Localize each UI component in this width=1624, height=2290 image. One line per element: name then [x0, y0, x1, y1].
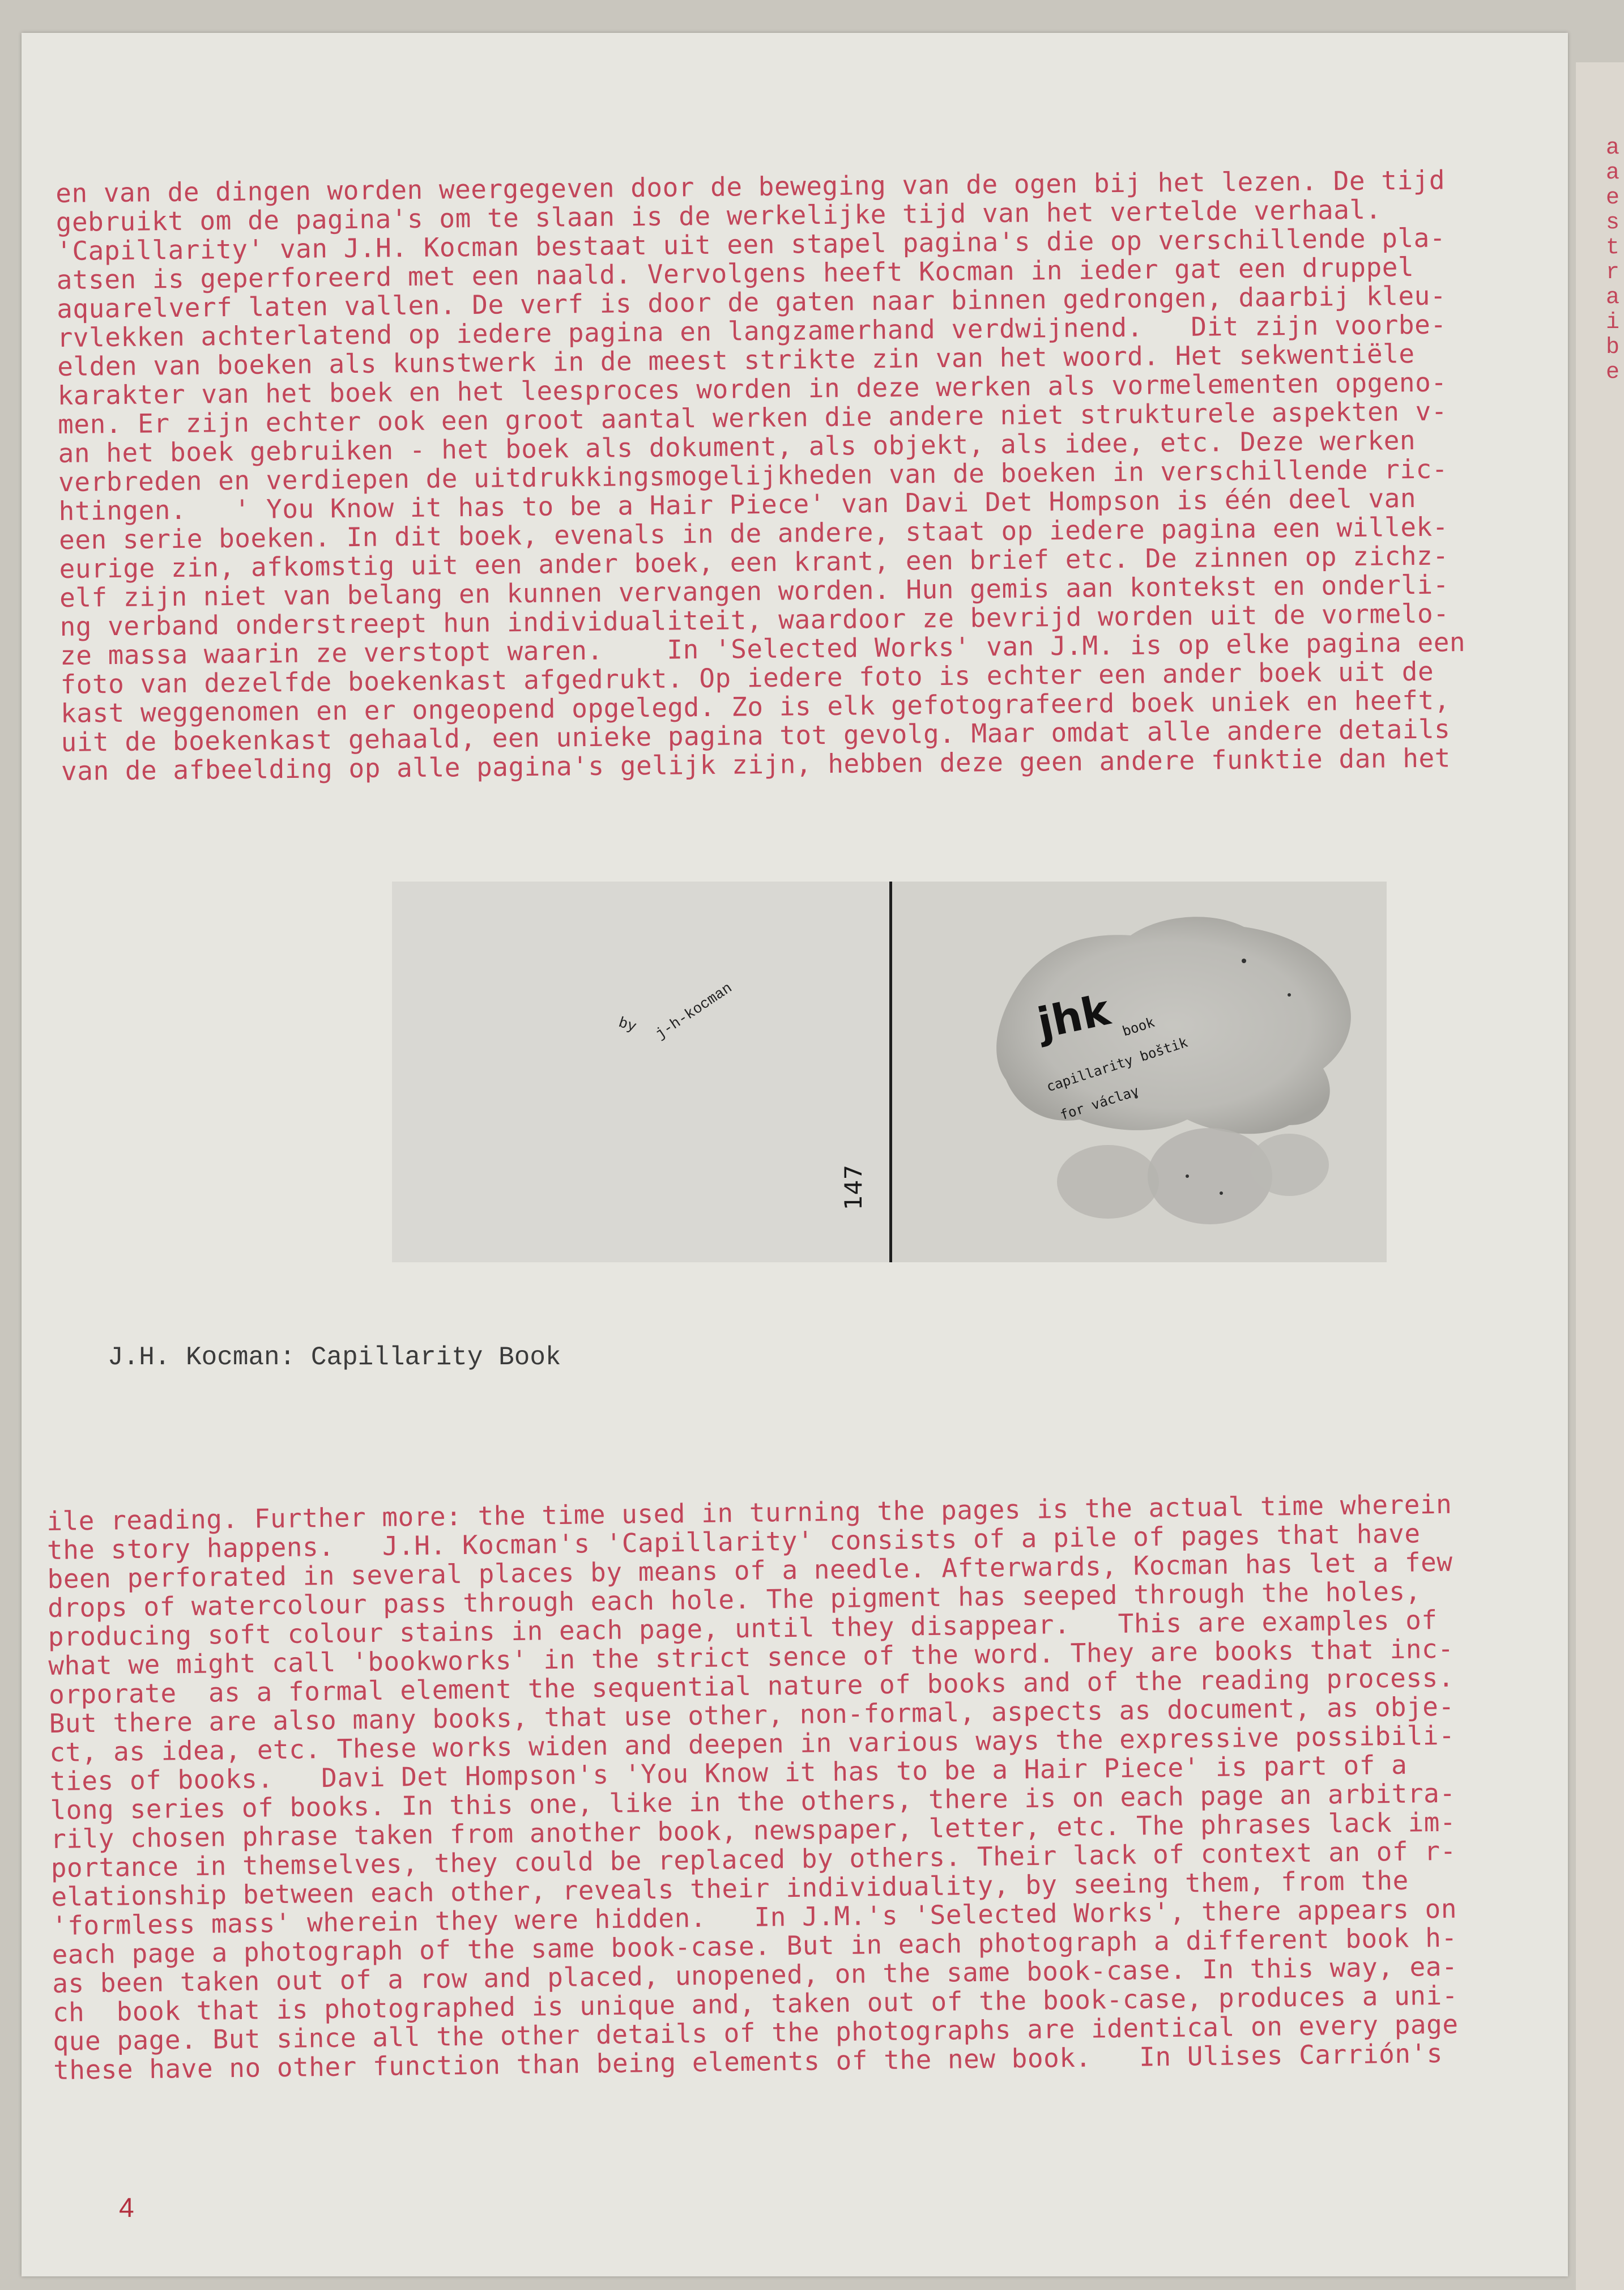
watercolour-stain — [893, 882, 1387, 1262]
figure-right-line-2: capillarity boštik — [1045, 1034, 1190, 1095]
dutch-paragraph: en van de dingen worden weergegeven door de beweging van de ogen bij het lezen. De tijd gebruikt om de pagina's om te slaan is de werkelijke tijd van het vertelde verhaal. 'Capillarity' van J.H. Kocman bestaat uit een stapel pagina's die op verschillende pla- atsen is geperforeerd met een naald. Vervolgens heeft Kocman in ieder gat een druppel aquarelverf laten vallen. De verf is door de gaten naar binnen gedrongen, daarbij kleu- rvlekken achterlatend op iedere pagina en langzamerhand verdwijnend. Dit zijn voorbe- elden van boeken als kunstwerk in de meest strikte zin van het woord. Het sekwentiële karakter van het boek en het leesproces worden in deze werken als vormelementen opgeno- men. Er zijn echter ook een groot aantal werken die andere niet strukturele aspekten v- an het boek gebruiken - het boek als dokument, als objekt, als idee, etc. Deze werken verbreden en verdiepen de uitdrukkingsmogelijkheden van de boeken in verschillende ric- htingen. ' You Know it has to be a Hair Piece' van Davi Det Hompson is één deel van een serie boeken. In dit boek, evenals in de andere, staat op iedere pagina een willek- eurige zin, afkomstig uit een ander boek, een krant, een brief etc. De zinnen op zichz- elf zijn niet van belang en kunnen vervangen worden. Hun gemis aan kontekst en onderli- ng verband onderstreept hun individualiteit, waardoor ze bevrijd worden uit de vormelo- ze massa waarin ze verstopt waren. In 'Selected Works' van J.M. is op elke pagina een foto van dezelfde boekenkast afgedrukt. Op iedere foto is echter een ander boek uit de kast weggenomen en er ongeopend opgelegd. Zo is elk gefotografeerd boek uniek en heeft, uit de boekenkast gehaald, een unieke pagina tot gevolg. Maar omdat alle andere details van de afbeelding op alle pagina's gelijk zijn, hebben deze geen andere funktie dan het — [55, 164, 1466, 786]
adjacent-page-edge — [1576, 62, 1624, 2290]
adjacent-page-text: aaestraibe — [1606, 135, 1620, 385]
figure-left-page — [392, 882, 890, 1262]
figure-photo — [392, 882, 1387, 1262]
figure-byline-name: j-h-kocman — [653, 979, 736, 1043]
figure-byline-by: by — [616, 1014, 639, 1036]
figure-book-spine — [889, 882, 892, 1262]
english-paragraph: ile reading. Further more: the time used in turning the pages is the actual time wherein the story happens. J.H. Kocman's 'Capillarity' consists of a pile of pages that have been perforated in several places by means of a needle. Afterwards, Kocman has let a few drops of watercolour pass through each hole. The pigment has seeped through the holes, producing soft colour stains in each page, until they disappear. This are examples of what we might call 'bookworks' in the strict sence of the word. They are books that inc- orporate as a formal element the sequential nature of books and of the reading process. But there are also many books, that use other, non-formal, aspects as document, as obje- ct, as idea, etc. These works widen and deepen in various ways the expressive possibili- ties of books. Davi Det Hompson's 'You Know it has to be a Hair Piece' is part of a long series of books. In this one, like in the others, there is on each page an arbitra- rily chosen phrase taken from another book, newspaper, letter, etc. The phrases lack im- portance in themselves, they could be replaced by others. Their lack of context an of r- elationship between each other, reveals their individuality, by seeing them, from the 'formless mass' wherein they were hidden. In J.M.'s 'Selected Works', there appears on each page a photograph of the same book-case. But in each photograph a different book h- as been taken out of a row and placed, unopened, on the same book-case. In this way, ea- ch book that is photographed is unique and, taken out of the book-case, produces a uni- que page. But since all the other details of the photographs are identical on every page these have no other function than being elements of the new book. In Ulises Carrión's — [46, 1488, 1459, 2085]
figure-jhk-title: jhk — [1033, 985, 1114, 1049]
figure-right-line-3: for václav — [1058, 1083, 1141, 1123]
figure-caption: J.H. Kocman: Capillarity Book — [108, 1343, 561, 1372]
figure-right-page — [893, 882, 1387, 1262]
page-number: 4 — [119, 2193, 134, 2223]
figure-page-number: 147 — [839, 1164, 867, 1210]
figure-right-line-1: book — [1120, 1014, 1157, 1040]
